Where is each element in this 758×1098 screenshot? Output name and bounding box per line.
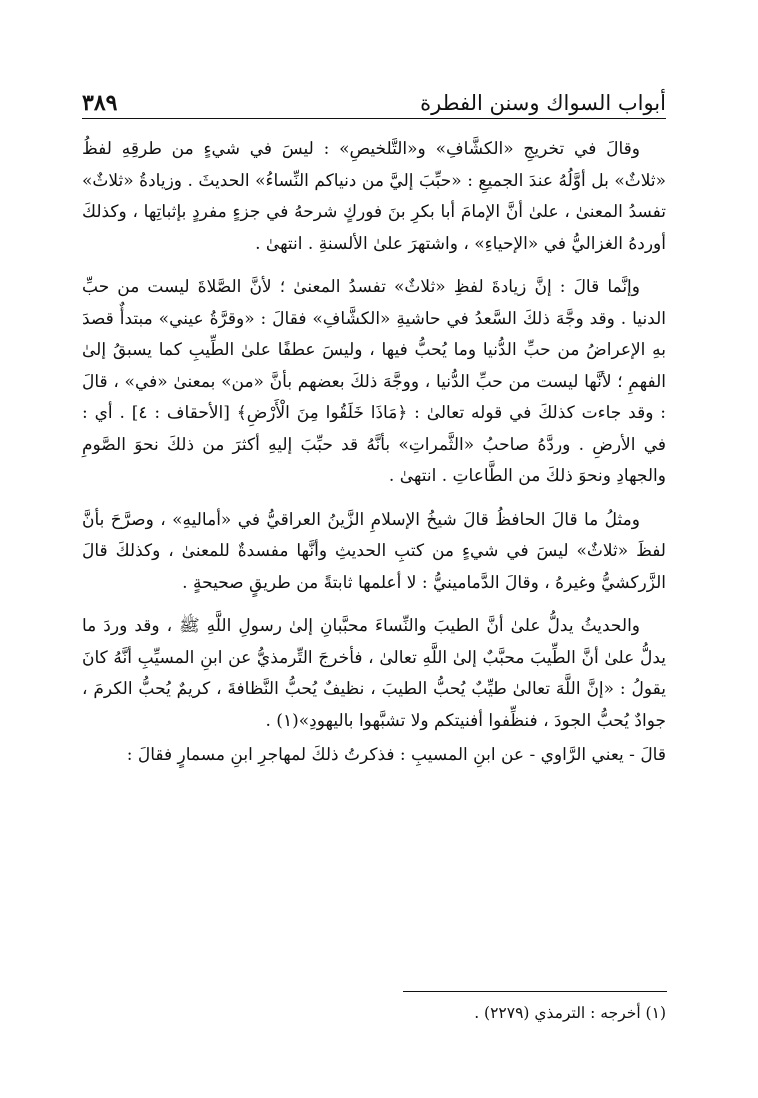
paragraph: ومثلُ ما قالَ الحافظُ قالَ شيخُ الإسلامِ الزَّينُ العراقيُّ في «أماليهِ» ، وصرَّحَ بأنَّ لفظَ «ثلاثٌ» ليسَ في شيءٍ من كتبِ الحديثِ وأنَّها مفسدةٌ للمعنىٰ ، وكذلكَ قالَ الزَّركشيُّ وغيرهُ ، وقالَ الدَّمامينيُّ : لا أعلمها ثابتةً من طريقٍ صحيحةٍ .: [82, 509, 666, 593]
footnote-divider: [403, 991, 667, 992]
paragraph: وقالَ في تخريجِ «الكشَّافِ» و«التَّلخيصِ» : ليسَ في شيءٍ من طرقِهِ لفظُ «ثلاثٌ» بل أوَّلُهُ عندَ الجميعِ : «حبِّبَ إليَّ من دنياكم النِّساءُ» الحديثَ . وزيادةُ «ثلاثٌ» تفسدُ المعنىٰ ، علىٰ أنَّ الإمامَ أبا بكرِ بنَ فوركٍ شرحهُ في جزءٍ مفردٍ بإثباتِها ، وكذلكَ أوردهُ الغزاليُّ في «الإحياءِ» ، واشتهرَ علىٰ الألسنةِ . انتهىٰ .: [82, 139, 666, 254]
page-header: [82, 78, 666, 119]
body-text: [82, 134, 666, 784]
running-title: أبواب السواك وسنن الفطرة: [420, 91, 666, 115]
paragraph: والحديثُ يدلُّ علىٰ أنَّ الطيبَ والنِّساءَ محبَّبانِ إلىٰ رسولِ اللَّهِ ﷺ ، وقد وردَ ما يدلُّ علىٰ أنَّ الطِّيبَ محبَّبٌ إلىٰ اللَّهِ تعالىٰ ، فأخرجَ التِّرمذيُّ عن ابنِ المسيِّبِ أنَّهُ كانَ يقولُ : «إنَّ اللَّهَ تعالىٰ طيِّبٌ يُحبُّ الطيبَ ، نظيفٌ يُحبُّ النَّظافةَ ، كريمٌ يُحبُّ الكرمَ ، جوادٌ يُحبُّ الجودَ ، فنظِّفوا أفنيتكم ولا تشبَّهوا باليهودِ»(١) .: [82, 616, 666, 731]
paragraph: قالَ - يعني الرَّاوي - عن ابنِ المسيبِ : فذكرتُ ذلكَ لمهاجرِ ابنِ مسمارٍ فقالَ :: [126, 745, 666, 765]
page-number: ٣٨٩: [82, 90, 118, 116]
footnote: (١) أخرجه : الترمذي (٢٢٧٩) .: [474, 1004, 666, 1022]
paragraph: وإنَّما قالَ : إنَّ زيادةَ لفظِ «ثلاثٌ» تفسدُ المعنىٰ ؛ لأنَّ الصَّلاةَ ليست من حبِّ الدنيا . وقد وجَّهَ ذلكَ السَّعدُ في حاشيةِ «الكشَّافِ» فقالَ : «وقرَّةُ عيني» مبتدأٌ قصدَ بهِ الإعراضُ من حبِّ الدُّنيا وما يُحبُّ فيها ، وليسَ عطفًا علىٰ الطِّيبِ كما يسبقُ إلىٰ الفهمِ ؛ لأنَّها ليست من حبِّ الدُّنيا ، ووجَّهَ ذلكَ بعضهم بأنَّ «من» بمعنىٰ «في» ، قالَ : وقد جاءت كذلكَ في قوله تعالىٰ : ﴿مَاذَا خَلَقُوا مِنَ الْأَرْضِ﴾ [الأحقاف : ٤] . أي : في الأرضِ . وردَّهُ صاحبُ «الثَّمراتِ» بأنَّهُ قد حبِّبَ إليهِ أكثرَ من ذلكَ نحوَ الصَّومِ والجهادِ ونحوَ ذلكَ من الطَّاعاتِ . انتهىٰ .: [82, 277, 666, 486]
